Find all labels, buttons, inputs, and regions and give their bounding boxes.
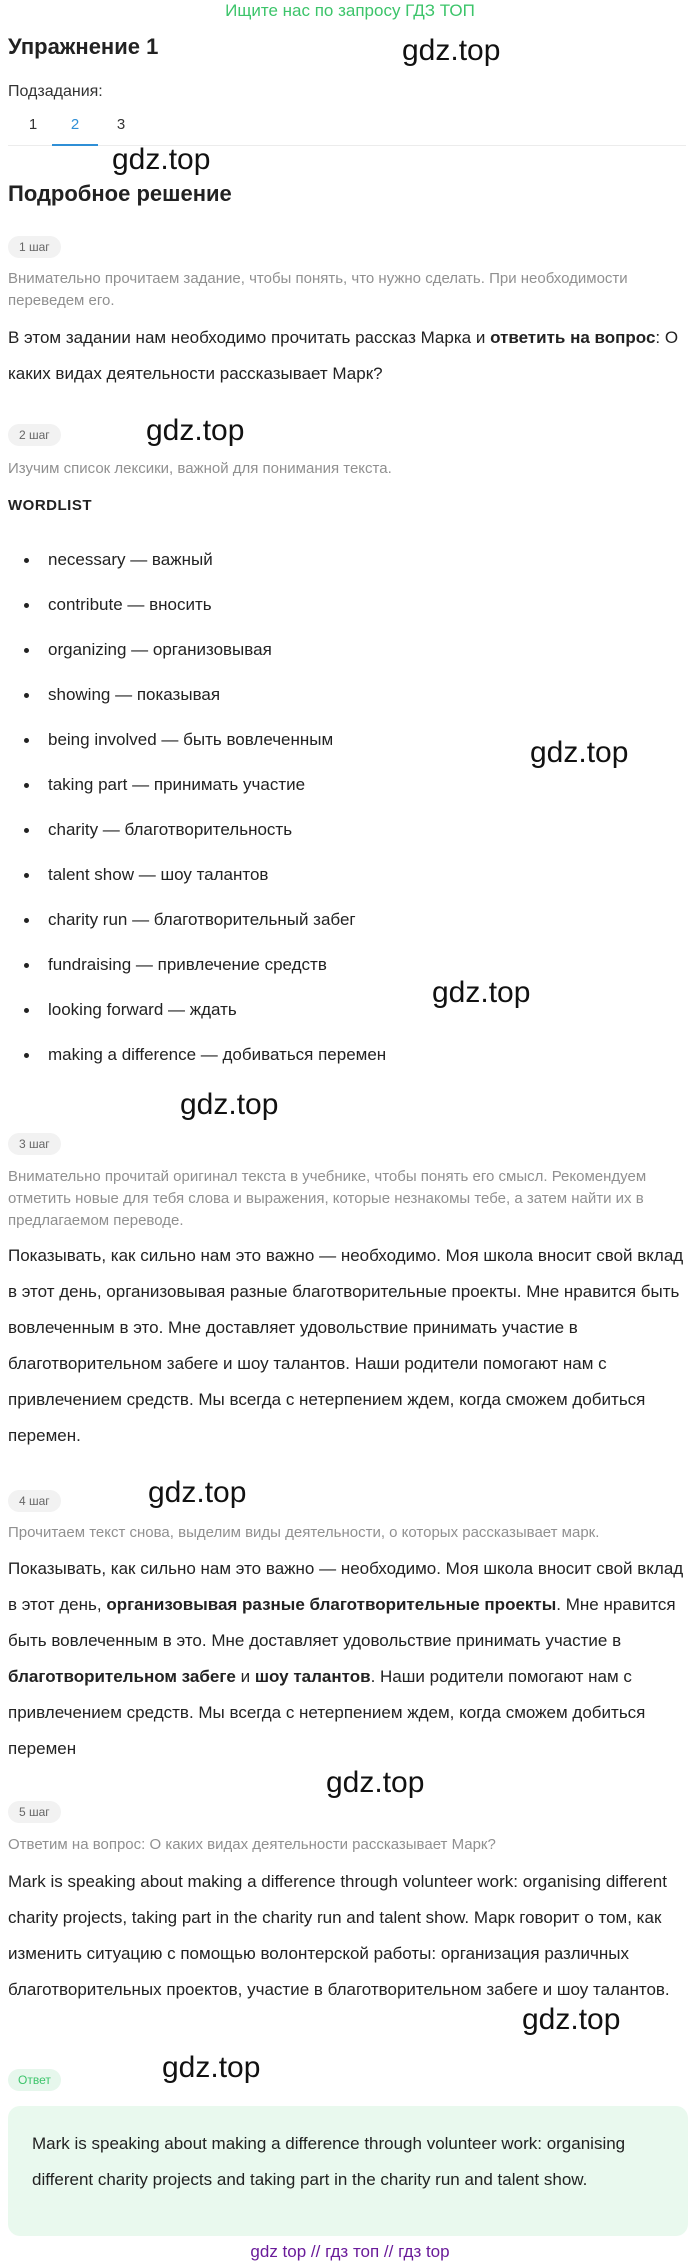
step-hint: Внимательно прочитаем задание, чтобы понять, что нужно сделать. При необходимости переведем его. [8, 270, 628, 309]
step-text: В этом задании нам необходимо прочитать рассказ Марка и ответить на вопрос: О каких видах деятельности рассказывает Марк? [8, 328, 679, 383]
step-hint: Прочитаем текст снова, выделим виды деятельности, о которых рассказывает марк. [8, 1524, 600, 1541]
bullet-icon [24, 1053, 29, 1058]
subtasks-label: Подзадания: [8, 83, 103, 100]
section-title: Подробное решение [8, 181, 232, 206]
answer-text: Mark is speaking about making a difference through volunteer work: organising different charity projects and taking part in the charity run and talent show. [32, 2134, 626, 2189]
step-hint: Ответим на вопрос: О каких видах деятельности рассказывает Марк? [8, 1836, 496, 1853]
step-badge: 4 шаг [8, 1490, 61, 1512]
bullet-icon [24, 783, 29, 788]
top-banner[interactable]: Ищите нас по запросу ГДЗ ТОП [225, 1, 475, 20]
bullet-icon [24, 693, 29, 698]
bullet-icon [24, 828, 29, 833]
step-badge: 5 шаг [8, 1801, 61, 1823]
step-hint: Внимательно прочитай оригинал текста в учебнике, чтобы понять его смысл. Рекомендуем отметить новые для тебя слова и выражения, которые незнакомы тебе, а затем найти их в предлагаемом переводе. [8, 1168, 647, 1229]
step-badge: 2 шаг [8, 424, 61, 446]
bullet-icon [24, 873, 29, 878]
bullet-icon [24, 648, 29, 653]
watermark: gdz.top [180, 1088, 279, 1121]
watermark: gdz.top [530, 736, 629, 769]
exercise-title: Упражнение 1 [8, 34, 159, 59]
tab-2[interactable]: 2 [52, 116, 98, 146]
answer-box [8, 2106, 688, 2236]
bullet-icon [24, 963, 29, 968]
watermark: gdz.top [112, 143, 211, 176]
watermark: gdz.top [146, 414, 245, 447]
watermark: gdz.top [432, 976, 531, 1009]
watermark: gdz.top [162, 2051, 261, 2084]
tab-3[interactable]: 3 [116, 116, 126, 133]
bullet-icon [24, 558, 29, 563]
footer-links[interactable]: gdz top // гдз топ // гдз top [250, 2242, 450, 2261]
watermark: gdz.top [148, 1476, 247, 1509]
subtask-tabs [8, 110, 686, 146]
watermark: gdz.top [326, 1766, 425, 1799]
step-text: Mark is speaking about making a difference through volunteer work: organising different charity projects, taking part in the charity run and talent show. Марк говорит о том, как изменить ситуацию с помощью волонтерской работы: организация различных благотворительных проектов, участие в благотворительном забеге и шоу талантов. [8, 1872, 670, 1999]
bullet-icon [24, 738, 29, 743]
step-hint: Изучим список лексики, важной для понимания текста. [8, 460, 392, 477]
bullet-icon [24, 918, 29, 923]
tab-1[interactable]: 1 [28, 116, 38, 133]
bullet-icon [24, 603, 29, 608]
watermark: gdz.top [522, 2003, 621, 2036]
answer-badge: Ответ [8, 2069, 61, 2091]
step-badge: 3 шаг [8, 1133, 61, 1155]
wordlist-title: WORDLIST [8, 497, 92, 514]
watermark: gdz.top [402, 34, 501, 67]
step-text: Показывать, как сильно нам это важно — необходимо. Моя школа вносит свой вклад в этот день, организовывая разные благотворительные проекты. Мне нравится быть вовлеченным в это. Мне доставляет удовольствие принимать участие в благотворительном забеге и шоу талантов. Наши родители помогают нам с привлечением средств. Мы всегда с нетерпением ждем, когда сможем добиться перемен [8, 1559, 684, 1758]
step-badge: 1 шаг [8, 236, 61, 258]
step-text: Показывать, как сильно нам это важно — необходимо. Моя школа вносит свой вклад в этот день, организовывая разные благотворительные проекты. Мне нравится быть вовлеченным в это. Мне доставляет удовольствие принимать участие в благотворительном забеге и шоу талантов. Наши родители помогают нам с привлечением средств. Мы всегда с нетерпением ждем, когда сможем добиться перемен. [8, 1246, 684, 1445]
bullet-icon [24, 1008, 29, 1013]
